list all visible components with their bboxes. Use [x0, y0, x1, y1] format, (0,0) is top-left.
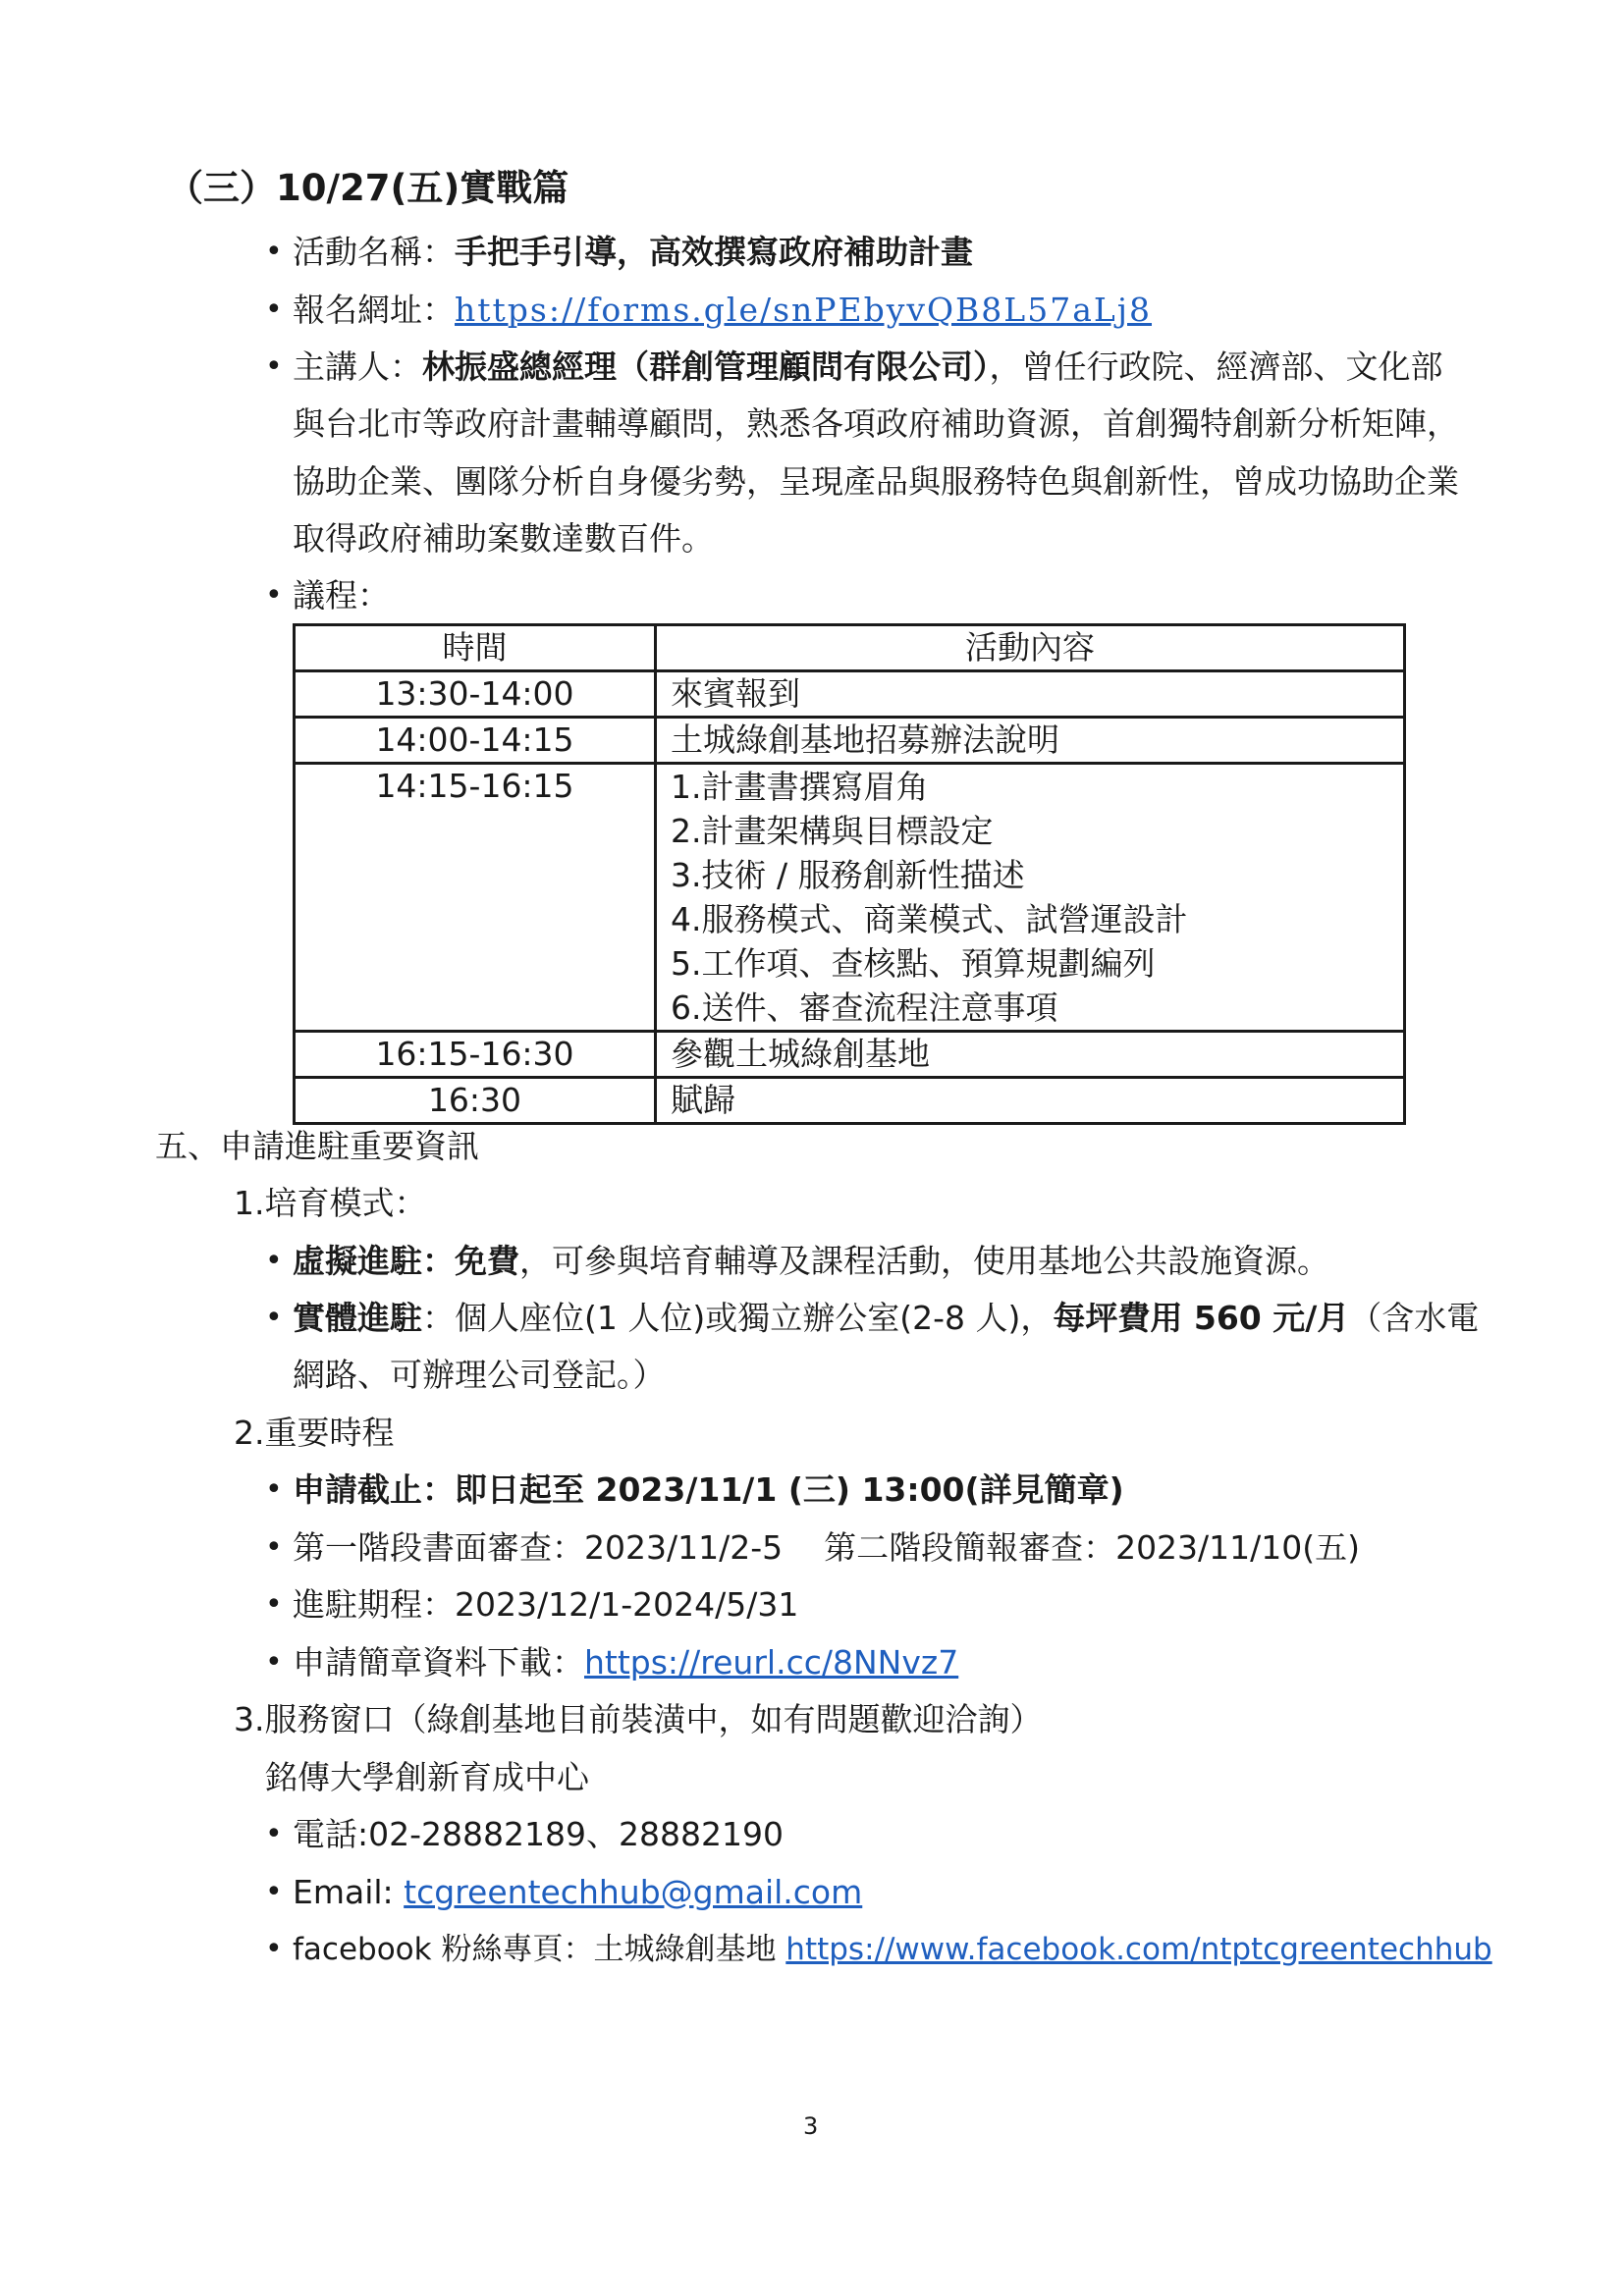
agenda-time: 13:30-14:00 [295, 671, 656, 718]
bullet-icon: • [265, 1472, 283, 1507]
agenda-content: 來賓報到 [656, 671, 1405, 718]
speaker-line-1 [293, 347, 1443, 387]
physical-text: ：個人座位(1 人位)或獨立辦公室(2-8 人)， [422, 1299, 1054, 1337]
email-link[interactable]: tcgreentechhub@gmail.com [404, 1873, 863, 1911]
bullet-icon: • [265, 1817, 283, 1851]
speaker-label: 主講人： [293, 347, 422, 386]
sub3-title: 3.服務窗口（綠創基地目前裝潢中，如有問題歡迎洽詢） [234, 1700, 1043, 1738]
virtual-text: ，可參與培育輔導及課程活動，使用基地公共設施資源。 [519, 1242, 1329, 1280]
bullet-icon: • [265, 578, 283, 613]
agenda-content [656, 764, 1405, 1032]
signup-link[interactable]: https://forms.gle/snPEbyvQB8L57aLj8 [455, 291, 1153, 329]
agenda-time: 16:30 [295, 1078, 656, 1124]
agenda-row [295, 764, 1405, 1032]
agenda-item: 4.服務模式、商業模式、試營運設計 [671, 900, 1188, 938]
agenda-header-content: 活動內容 [656, 625, 1405, 671]
agenda-row [295, 1078, 1405, 1124]
agenda-content: 土城綠創基地招募辦法說明 [656, 718, 1405, 764]
agenda-content: 參觀土城綠創基地 [656, 1032, 1405, 1078]
bullet-icon: • [265, 235, 283, 269]
download-link[interactable]: https://reurl.cc/8NNvz7 [584, 1643, 959, 1682]
activity-label: 活動名稱： [293, 233, 455, 271]
agenda-time: 14:15-16:15 [295, 764, 656, 1032]
facebook-link[interactable]: https://www.facebook.com/ntptcgreentechhub [785, 1932, 1492, 1967]
signup-line [293, 291, 1152, 330]
agenda-item: 3.技術 / 服務創新性描述 [671, 856, 1025, 894]
bullet-icon: • [265, 1244, 283, 1278]
bullet-icon: • [265, 1530, 283, 1565]
activity-name: 手把手引導，高效撰寫政府補助計畫 [455, 233, 973, 271]
agenda-row [295, 671, 1405, 718]
speaker-bio-1: ，曾任行政院、經濟部、文化部 [989, 347, 1443, 386]
section5-title: 五、申請進駐重要資訊 [155, 1127, 479, 1165]
download-label: 申請簡章資料下載： [293, 1643, 584, 1682]
speaker-bio-4: 取得政府補助案數達數百件。 [293, 519, 714, 558]
agenda-row [295, 718, 1405, 764]
agenda-item: 1.計畫書撰寫眉角 [671, 768, 929, 806]
agenda-row [295, 1032, 1405, 1078]
phone-line: 電話:02-28882189、28882190 [293, 1815, 784, 1853]
virtual-line [293, 1242, 1329, 1281]
review-line: 第一階段書面審查：2023/11/2-5 第二階段簡報審查：2023/11/10(五) [293, 1528, 1361, 1567]
agenda-time: 14:00-14:15 [295, 718, 656, 764]
email-label: Email: [293, 1873, 405, 1911]
agenda-header-row [295, 625, 1405, 671]
bullet-icon: • [265, 293, 283, 327]
download-line [293, 1643, 958, 1682]
physical-text-2: （含水電 [1349, 1299, 1480, 1337]
period-line: 進駐期程：2023/12/1-2024/5/31 [293, 1585, 799, 1624]
bullet-icon: • [265, 1875, 283, 1909]
agenda-content: 賦歸 [656, 1078, 1405, 1124]
speaker-bio-3: 協助企業、團隊分析自身優劣勢，呈現產品與服務特色與創新性，曾成功協助企業 [293, 462, 1459, 501]
sub2-title: 2.重要時程 [234, 1414, 395, 1452]
signup-label: 報名網址： [293, 291, 455, 329]
agenda-time: 16:15-16:30 [295, 1032, 656, 1078]
physical-line [293, 1299, 1479, 1338]
virtual-label: 虛擬進駐：免費 [293, 1242, 519, 1280]
sub1-title: 1.培育模式： [234, 1184, 427, 1222]
agenda-item: 2.計畫架構與目標設定 [671, 812, 994, 850]
page-number: 3 [803, 2112, 819, 2140]
physical-label: 實體進駐 [293, 1299, 422, 1337]
speaker-name: 林振盛總經理（群創管理顧問有限公司） [422, 347, 990, 386]
bullet-icon: • [265, 1587, 283, 1622]
facebook-line [293, 1930, 1492, 1969]
physical-fee: 每坪費用 560 元/月 [1053, 1299, 1350, 1337]
bullet-icon: • [265, 1301, 283, 1335]
section-title: （三）10/27(五)實戰篇 [167, 167, 569, 209]
agenda-item: 6.送件、審查流程注意事項 [671, 988, 1058, 1027]
email-line [293, 1873, 862, 1912]
speaker-bio-2: 與台北市等政府計畫輔導顧問，熟悉各項政府補助資源，首創獨特創新分析矩陣， [293, 404, 1459, 443]
bullet-icon: • [265, 1645, 283, 1680]
org-name: 銘傳大學創新育成中心 [265, 1758, 589, 1796]
agenda-label: 議程： [293, 576, 390, 614]
physical-text-3: 網路、可辦理公司登記。） [293, 1356, 666, 1394]
bullet-icon: • [265, 349, 283, 384]
agenda-header-time: 時間 [295, 625, 656, 671]
facebook-label: facebook 粉絲專頁：土城綠創基地 [293, 1932, 786, 1967]
agenda-item: 5.工作項、查核點、預算規劃編列 [671, 944, 1156, 983]
agenda-table [293, 623, 1406, 1125]
activity-line [293, 233, 973, 272]
deadline-line: 申請截止：即日起至 2023/11/1 (三) 13:00(詳見簡章) [293, 1470, 1124, 1509]
bullet-icon: • [265, 1932, 283, 1966]
